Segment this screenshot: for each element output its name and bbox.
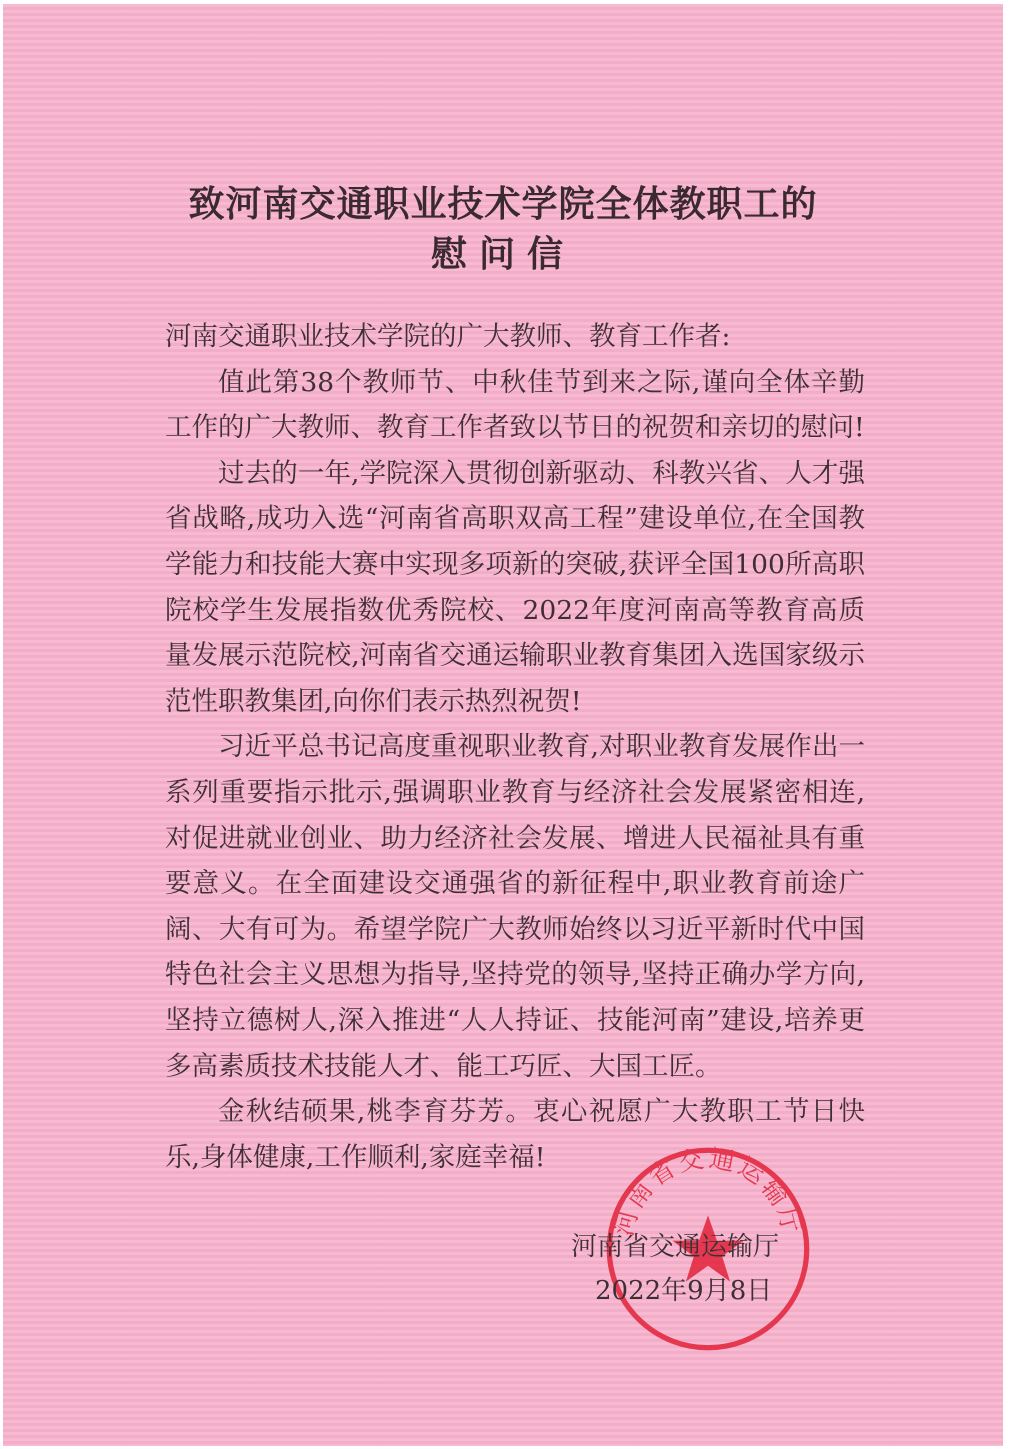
letter-page	[3, 4, 1003, 1446]
signature-organization: 河南省交通运输厅	[571, 1232, 780, 1262]
paragraph-greeting: 值此第38个教师节、中秋佳节到来之际,谨向全体辛勤工作的广大教师、教育工作者致以节日的祝贺和亲切的慰问!	[165, 366, 865, 444]
paragraph-wishes: 金秋结硕果,桃李育芬芳。衷心祝愿广大教职工节日快乐,身体健康,工作顺利,家庭幸福!	[165, 1096, 865, 1173]
paragraph-achievements: 过去的一年,学院深入贯彻创新驱动、科教兴省、人才强省战略,成功入选“河南省高职双高工程”建设单位,在全国教学能力和技能大赛中实现多项新的突破,获评全国100所高职院校学生发展指数优秀院校、2022年度河南高等教育高质量发展示范院校,河南省交通运输职业教育集团入选国家级示范性职教集团,向你们表示热烈祝贺!	[165, 457, 865, 717]
letter-title-subject: 慰问信	[430, 233, 575, 275]
paragraph-policy: 习近平总书记高度重视职业教育,对职业教育发展作出一系列重要指示批示,强调职业教育与经济社会发展紧密相连,对促进就业创业、助力经济社会发展、增进人民福祉具有重要意义。在全面建设交通强省的新征程中,职业教育前途广阔、大有可为。希望学院广大教师始终以习近平新时代中国特色社会主义思想为指导,坚持党的领导,坚持正确办学方向,坚持立德树人,深入推进“人人持证、技能河南”建设,培养更多高素质技术技能人才、能工巧匠、大国工匠。	[165, 731, 865, 1082]
letter-title: 致河南交通职业技术学院全体教职工的	[188, 183, 818, 225]
salutation: 河南交通职业技术学院的广大教师、教育工作者:	[165, 321, 731, 352]
letter-body	[165, 314, 865, 1180]
seal-text: 河南省交通运输厅	[609, 1144, 807, 1240]
signature-date: 2022年9月8日	[595, 1276, 773, 1306]
